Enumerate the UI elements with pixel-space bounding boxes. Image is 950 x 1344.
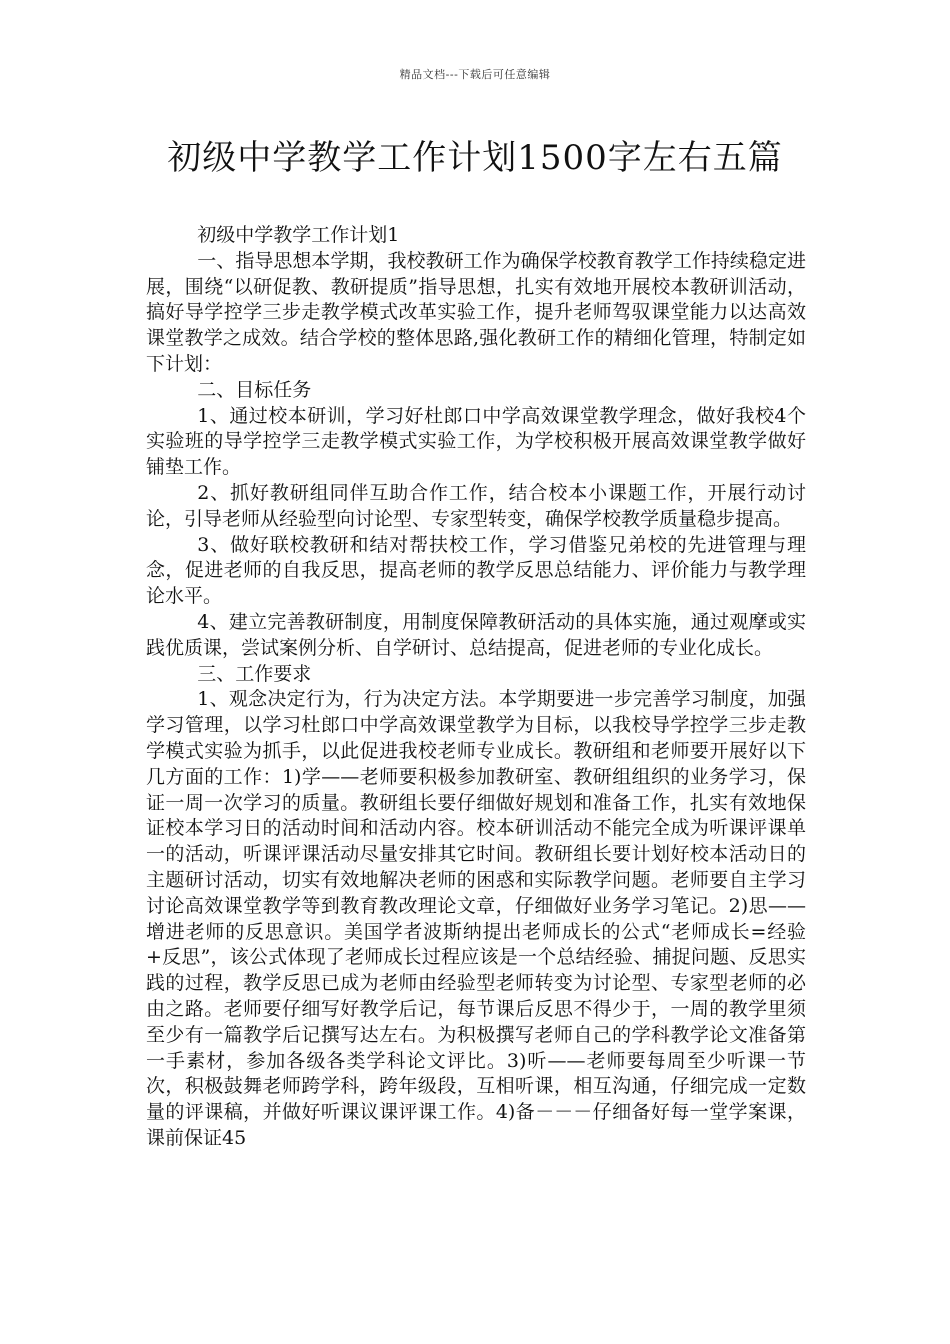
section-heading-goals: 二、目标任务 [197,378,312,401]
section-heading-requirements: 三、工作要求 [197,662,312,685]
section-heading-plan-1: 初级中学教学工作计划1 [197,224,400,246]
paragraph-requirement-1: 1、观念决定行为，行为决定方法。本学期要进一步完善学习制度，加强学习管理，以学习杜郎口中学高效课堂教学为目标，以我校导学控学三步走教学模式实验为抓手，以此促进我校老师专业成长。教研组和老师要开展好以下几方面的工作：1)学——老师要积极参加教研室、教研组组织的业务学习，保证一周一次学习的质量。教研组长要仔细做好规划和准备工作，扎实有效地保证校本学习日的活动时间和活动内容。校本研训活动不能完全成为听课评课单一的活动，听课评课活动尽量安排其它时间。教研组长要计划好校本活动日的主题研讨活动，切实有效地解决老师的困惑和实际教学问题。老师要自主学习讨论高效课堂教学等到教育教改理论文章，仔细做好业务学习笔记。2)思——增进老师的反思意识。美国学者波斯纳提出老师成长的公式“老师成长=经验+反思”，该公式体现了老师成长过程应该是一个总结经验、捕捉问题、反思实践的过程，教学反思已成为老师由经验型老师转变为讨论型、专家型老师的必由之路。老师要仔细写好教学后记，每节课后反思不得少于，一周的教学里须至少有一篇教学后记撰写达左右。为积极撰写老师自己的学科教学论文准备第一手素材，参加各级各类学科论文评比。3)听——老师要每周至少听课一节次，积极鼓舞老师跨学科，跨年级段，互相听课，相互沟通，仔细完成一定数量的评课稿，并做好听课议课评课工作。4)备－－－仔细备好每一堂学案课，课前保证45 [146,688,806,1149]
paragraph-goal-1: 1、通过校本研训，学习好杜郎口中学高效课堂教学理念，做好我校4个实验班的导学控学三走教学模式实验工作，为学校积极开展高效课堂教学做好铺垫工作。 [146,404,806,479]
document-title: 初级中学教学工作计划1500字左右五篇 [167,138,783,178]
paragraph-goal-3: 3、做好联校教研和结对帮扶校工作，学习借鉴兄弟校的先进管理与理念，促进老师的自我反思，提高老师的教学反思总结能力、评价能力与教学理论水平。 [146,533,806,608]
header-note: 精品文档---下载后可任意编辑 [399,68,551,81]
document-body [146,223,806,1152]
paragraph-goal-2: 2、抓好教研组同伴互助合作工作，结合校本小课题工作，开展行动讨论，引导老师从经验型向讨论型、专家型转变，确保学校教学质量稳步提高。 [146,481,806,530]
paragraph-guiding-ideology: 一、指导思想本学期，我校教研工作为确保学校教育教学工作持续稳定进展，围绕“以研促教、教研提质”指导思想，扎实有效地开展校本教研训活动，搞好导学控学三步走教学模式改革实验工作，提升老师驾驭课堂能力以达高效课堂教学之成效。结合学校的整体思路,强化教研工作的精细化管理，特制定如下计划： [146,249,806,375]
paragraph-goal-4: 4、建立完善教研制度，用制度保障教研活动的具体实施，通过观摩或实践优质课，尝试案例分析、自学研讨、总结提高，促进老师的专业化成长。 [146,610,806,659]
